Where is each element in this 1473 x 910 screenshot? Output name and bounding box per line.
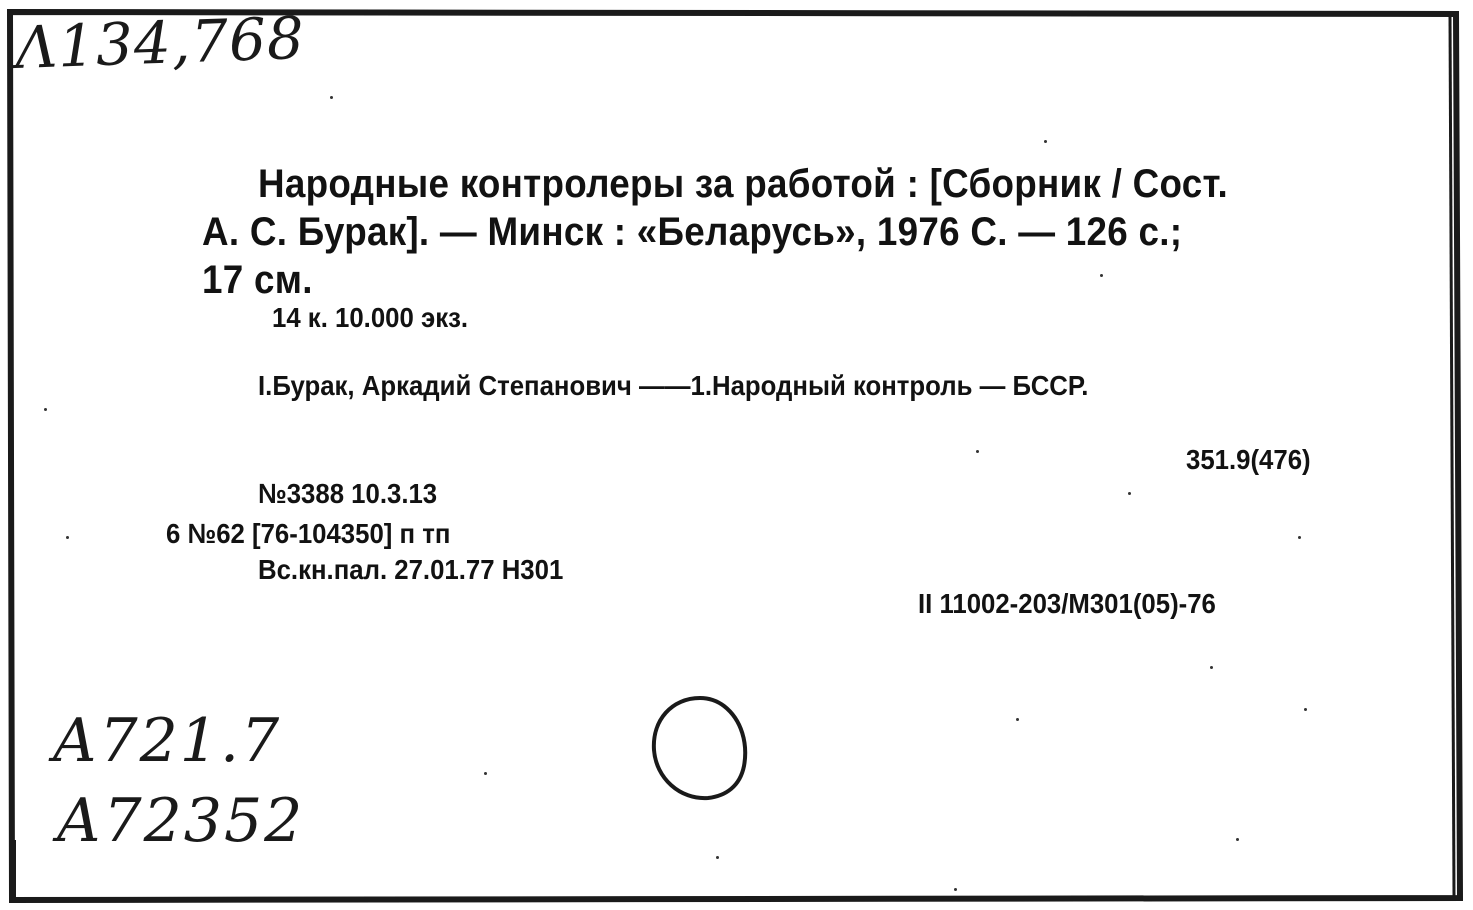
paper-speck xyxy=(1016,718,1019,721)
paper-speck xyxy=(954,888,957,891)
price-copies: 14 к. 10.000 экз. xyxy=(272,302,469,333)
paper-speck xyxy=(1236,838,1239,841)
paper-speck xyxy=(716,856,719,859)
paper-speck xyxy=(1304,708,1307,711)
tracing-line: I.Бурак, Аркадий Степанович ——1.Народный контроль — БССР. xyxy=(258,370,1089,401)
paper-speck xyxy=(44,408,47,411)
title-line-2: А. С. Бурак]. — Минск : «Беларусь», 1976 С. — 126 с.; xyxy=(202,210,1183,254)
paper-speck xyxy=(1298,536,1301,539)
paper-speck xyxy=(1128,492,1131,495)
shelf-mark-1: А721.7 xyxy=(52,706,282,776)
register-line: Вс.кн.пал. 27.01.77 Н301 xyxy=(258,554,564,585)
top-call-number: Λ134,768 xyxy=(14,3,306,82)
paper-speck xyxy=(1044,140,1047,143)
paper-speck xyxy=(66,536,69,539)
isbn-line: II 11002-203/М301(05)-76 xyxy=(918,588,1216,619)
card-number: №3388 10.3.13 xyxy=(258,478,438,509)
udc-classification: 351.9(476) xyxy=(1186,444,1311,475)
paper-speck xyxy=(330,96,333,99)
paper-speck xyxy=(1100,274,1103,277)
order-line: 6 №62 [76-104350] п тп xyxy=(166,518,451,549)
title-line-3: 17 см. xyxy=(202,258,313,302)
paper-speck xyxy=(1210,666,1213,669)
paper-speck xyxy=(484,772,487,775)
punch-hole-circle xyxy=(640,690,760,810)
title-line-1: Народные контролеры за работой : [Сборник / Сост. xyxy=(258,162,1229,206)
paper-speck xyxy=(976,450,979,453)
shelf-mark-2: А72352 xyxy=(56,786,305,856)
